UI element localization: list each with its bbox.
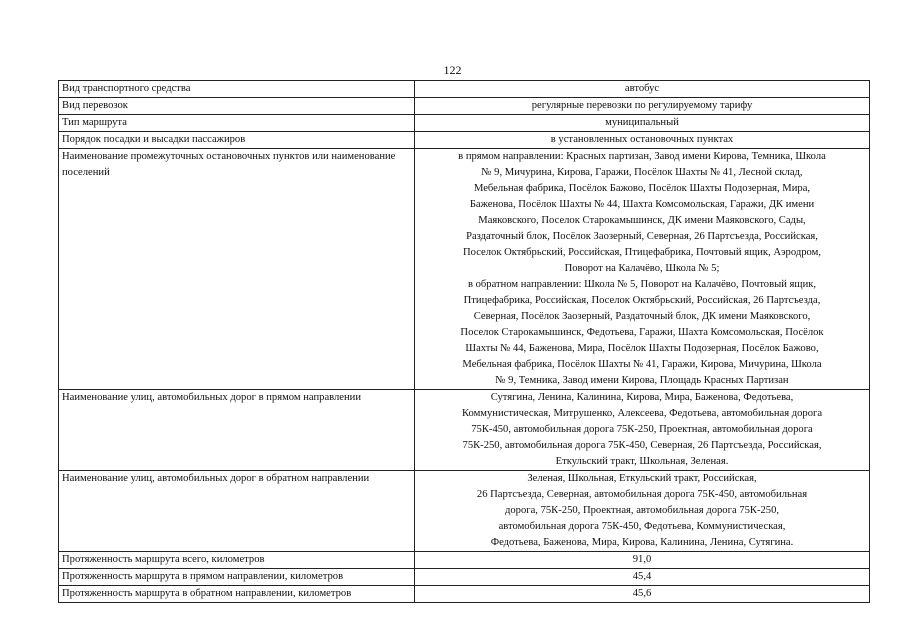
table-row — [59, 390, 870, 471]
table-row — [59, 115, 870, 132]
value-line: Раздаточный блок, Посёлок Заозерный, Северная, 26 Партсъезда, Российская, — [466, 231, 818, 242]
value-line: Поселок Старокамышинск, Федотьева, Гаражи, Шахта Комсомольская, Посёлок — [460, 327, 824, 338]
table-row — [59, 586, 870, 603]
value-line: Маяковского, Поселок Старокамышинск, ДК имени Маяковского, Сады, — [478, 215, 806, 226]
row-label-length-total: Протяженность маршрута всего, километров — [59, 552, 415, 569]
row-label-transport-type: Вид перевозок — [59, 98, 415, 115]
value-line: Поворот на Калачёво, Школа № 5; — [564, 263, 720, 274]
value-line: Северная, Посёлок Заозерный, Раздаточный блок, ДК имени Маяковского, — [473, 311, 811, 322]
row-value-boarding-order — [415, 132, 870, 149]
row-label-intermediate-stops: Наименование промежуточных остановочных пунктов или наименование поселений — [59, 149, 415, 390]
row-value-transport-type — [415, 98, 870, 115]
row-value-vehicle-type — [415, 81, 870, 98]
value-line: муниципальный — [605, 117, 679, 128]
value-line: Федотьева, Баженова, Мира, Кирова, Калинина, Ленина, Сутягина. — [490, 537, 794, 548]
route-passport-table — [58, 80, 870, 603]
value-line: Еткульский тракт, Школьная, Зеленая. — [555, 456, 729, 467]
value-line: 91,0 — [632, 554, 652, 565]
value-line: Зеленая, Школьная, Еткульский тракт, Российская, — [527, 473, 757, 484]
value-line: Мебельная фабрика, Посёлок Шахты № 41, Гаражи, Кирова, Мичурина, Школа — [462, 359, 822, 370]
value-line: 45,4 — [632, 571, 652, 582]
row-value-length-forward — [415, 569, 870, 586]
value-line: 26 Партсъезда, Северная, автомобильная дорога 75К-450, автомобильная — [476, 489, 808, 500]
value-line: регулярные перевозки по регулируемому тарифу — [531, 100, 753, 111]
table-row — [59, 149, 870, 390]
row-value-streets-backward — [415, 471, 870, 552]
table-row — [59, 132, 870, 149]
page-number: 122 — [443, 63, 462, 77]
table-row — [59, 81, 870, 98]
value-line: дорога, 75К-250, Проектная, автомобильная дорога 75К-250, — [504, 505, 780, 516]
value-line: Сутягина, Ленина, Калинина, Кирова, Мира, Баженова, Федотьева, — [490, 392, 794, 403]
value-line: № 9, Мичурина, Кирова, Гаражи, Посёлок Шахты № 41, Лесной склад, — [481, 167, 803, 178]
value-line: 75К-450, автомобильная дорога 75К-250, Проектная, автомобильная дорога — [471, 424, 813, 435]
row-value-route-type — [415, 115, 870, 132]
row-value-length-backward — [415, 586, 870, 603]
value-line: Баженова, Посёлок Шахты № 44, Шахта Комсомольская, Гаражи, ДК имени — [469, 199, 815, 210]
row-value-length-total — [415, 552, 870, 569]
row-label-vehicle-type: Вид транспортного средства — [59, 81, 415, 98]
table-row — [59, 471, 870, 552]
row-label-length-forward: Протяженность маршрута в прямом направлении, километров — [59, 569, 415, 586]
table-row — [59, 98, 870, 115]
row-label-streets-forward: Наименование улиц, автомобильных дорог в прямом направлении — [59, 390, 415, 471]
value-line: Шахты № 44, Баженова, Мира, Посёлок Шахты Подозерная, Посёлок Бажово, — [465, 343, 819, 354]
value-line: в прямом направлении: Красных партизан, Завод имени Кирова, Темника, Школа — [458, 151, 826, 162]
value-line: Поселок Октябрьский, Российская, Птицефабрика, Почтовый ящик, Аэродром, — [463, 247, 821, 258]
value-line: № 9, Темника, Завод имени Кирова, Площадь Красных Партизан — [495, 375, 789, 386]
value-line: Коммунистическая, Митрушенко, Алексеева, Федотьева, автомобильная дорога — [461, 408, 823, 419]
table-row — [59, 552, 870, 569]
value-line: 45,6 — [632, 588, 652, 599]
value-line: Мебельная фабрика, Посёлок Бажово, Посёлок Шахты Подозерная, Мира, — [473, 183, 811, 194]
table-row — [59, 569, 870, 586]
row-label-route-type: Тип маршрута — [59, 115, 415, 132]
value-line: 75К-250, автомобильная дорога 75К-450, Северная, 26 Партсъезда, Российская, — [462, 440, 822, 451]
row-value-streets-forward — [415, 390, 870, 471]
row-value-intermediate-stops — [415, 149, 870, 390]
row-label-streets-backward: Наименование улиц, автомобильных дорог в обратном направлении — [59, 471, 415, 552]
value-line: в установленных остановочных пунктах — [550, 134, 734, 145]
value-line: автобус — [624, 83, 660, 94]
value-line: в обратном направлении: Школа № 5, Поворот на Калачёво, Почтовый ящик, — [467, 279, 817, 290]
value-line: Птицефабрика, Российская, Поселок Октябрьский, Российская, 26 Партсъезда, — [463, 295, 821, 306]
row-label-boarding-order: Порядок посадки и высадки пассажиров — [59, 132, 415, 149]
value-line: автомобильная дорога 75К-450, Федотьева, Коммунистическая, — [498, 521, 786, 532]
row-label-length-backward: Протяженность маршрута в обратном направлении, километров — [59, 586, 415, 603]
